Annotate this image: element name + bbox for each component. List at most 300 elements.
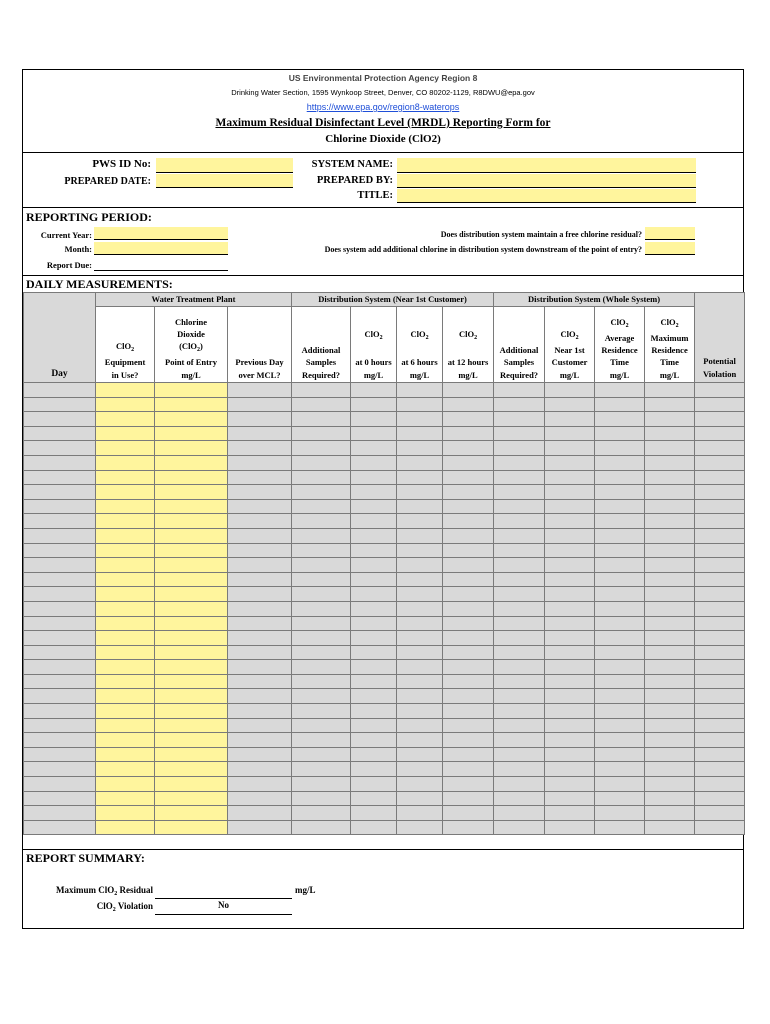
table-row [24,791,745,806]
cell-point-of-entry[interactable] [155,572,228,587]
cell-clo2-0h [351,820,397,835]
cell-clo2-6h [397,747,443,762]
col-h0-l1: ClO [364,328,380,339]
col-addl-l3: Required? [301,369,341,380]
cell-maximum-residence [645,733,695,748]
cell-previous-day [228,689,292,704]
group-header-row [24,293,745,307]
cell-previous-day [228,426,292,441]
cell-point-of-entry[interactable] [155,689,228,704]
cell-potential-violation [695,383,745,398]
cell-average-residence [595,528,645,543]
cell-point-of-entry[interactable] [155,587,228,602]
cell-near-1st-customer [545,704,595,719]
cell-clo2-0h [351,558,397,573]
cell-average-residence [595,383,645,398]
pws-id-label: PWS ID No: [92,158,151,170]
cell-additional-samples [292,499,351,514]
col-avg-unit: mg/L [609,369,630,380]
pws-id-field[interactable] [156,158,293,173]
cell-maximum-residence [645,412,695,427]
col-point-of-entry: Chlorine Dioxide (ClO$_2$) Point of Entry mg/L [155,307,228,383]
report-due-label: Report Due: [46,260,92,270]
cell-equipment[interactable] [96,543,155,558]
cell-clo2-6h [397,543,443,558]
cell-additional-samples [292,455,351,470]
table-row [24,587,745,602]
cell-equipment[interactable] [96,791,155,806]
cell-previous-day [228,645,292,660]
month-label: Month: [64,244,92,254]
cell-point-of-entry[interactable] [155,485,228,500]
col-poe-l1: Chlorine [174,316,208,327]
group-distribution-whole [494,293,695,307]
cell-near-1st-customer [545,543,595,558]
prepared-date-field[interactable] [156,174,293,188]
cell-equipment[interactable] [96,470,155,485]
cell-point-of-entry[interactable] [155,543,228,558]
cell-point-of-entry[interactable] [155,718,228,733]
cell-additional-samples-2 [494,383,545,398]
cell-potential-violation [695,397,745,412]
cell-previous-day [228,499,292,514]
cell-equipment[interactable] [96,572,155,587]
cell-average-residence [595,762,645,777]
cell-near-1st-customer [545,455,595,470]
cell-point-of-entry[interactable] [155,528,228,543]
cell-clo2-6h [397,485,443,500]
cell-clo2-0h [351,412,397,427]
cell-previous-day [228,383,292,398]
cell-additional-samples [292,470,351,485]
col-max-l1: ClO [660,316,676,327]
cell-equipment[interactable] [96,514,155,529]
cell-clo2-12h [443,704,494,719]
cell-additional-samples-2 [494,441,545,456]
max-residual-label: Maximum ClO$_2$ Residual [55,885,153,897]
table-row [24,572,745,587]
cell-additional-samples [292,777,351,792]
divider [23,849,743,850]
cell-additional-samples [292,601,351,616]
cell-point-of-entry[interactable] [155,397,228,412]
cell-clo2-12h [443,791,494,806]
col-additional-samples [292,307,351,383]
cell-additional-samples [292,747,351,762]
cell-equipment[interactable] [96,806,155,821]
cell-clo2-6h [397,441,443,456]
cell-clo2-0h [351,572,397,587]
region-link[interactable]: https://www.epa.gov/region8-waterops [306,102,460,112]
max-residual-unit: mg/L [295,885,316,895]
prepared-date-label: PREPARED DATE: [64,176,151,187]
cell-day [24,587,96,602]
cell-point-of-entry[interactable] [155,660,228,675]
table-row [24,645,745,660]
cell-clo2-6h [397,397,443,412]
cell-point-of-entry[interactable] [155,383,228,398]
cell-average-residence [595,455,645,470]
cell-potential-violation [695,412,745,427]
cell-equipment[interactable] [96,616,155,631]
violation-value: No [218,900,229,910]
cell-additional-samples-2 [494,543,545,558]
cell-additional-samples-2 [494,718,545,733]
cell-near-1st-customer [545,587,595,602]
cell-equipment[interactable] [96,660,155,675]
cell-maximum-residence [645,455,695,470]
cell-clo2-0h [351,660,397,675]
cell-additional-samples [292,558,351,573]
table-row [24,499,745,514]
group-water-treatment-plant [96,293,292,307]
cell-day [24,558,96,573]
cell-equipment[interactable] [96,455,155,470]
cell-point-of-entry[interactable] [155,762,228,777]
cell-day [24,820,96,835]
cell-maximum-residence [645,762,695,777]
cell-point-of-entry[interactable] [155,470,228,485]
cell-equipment[interactable] [96,528,155,543]
cell-point-of-entry[interactable] [155,733,228,748]
cell-clo2-12h [443,397,494,412]
cell-point-of-entry[interactable] [155,806,228,821]
cell-previous-day [228,660,292,675]
col-h6-unit: mg/L [409,369,430,380]
cell-clo2-12h [443,762,494,777]
report-summary-title: REPORT SUMMARY: [26,851,145,865]
cell-clo2-12h [443,631,494,646]
cell-clo2-12h [443,528,494,543]
cell-near-1st-customer [545,485,595,500]
cell-day [24,514,96,529]
prepared-by-label: PREPARED BY: [316,175,393,186]
cell-additional-samples-2 [494,777,545,792]
cell-previous-day [228,806,292,821]
cell-average-residence [595,397,645,412]
daily-measurements-title: DAILY MEASUREMENTS: [26,277,173,291]
cell-day [24,689,96,704]
cell-equipment[interactable] [96,587,155,602]
report-due-field[interactable] [94,257,228,271]
reporting-period-title: REPORTING PERIOD: [26,210,152,224]
col-h0-unit: mg/L [363,369,384,380]
cell-maximum-residence [645,616,695,631]
cell-clo2-0h [351,674,397,689]
table-row [24,747,745,762]
cell-clo2-0h [351,499,397,514]
cell-potential-violation [695,791,745,806]
cell-equipment[interactable] [96,674,155,689]
current-year-field[interactable] [94,227,228,240]
cell-average-residence [595,485,645,500]
form-subtitle-text: Chlorine Dioxide (ClO2) [325,133,441,145]
cell-average-residence [595,572,645,587]
col-h12-l1: ClO [458,328,475,339]
cell-point-of-entry[interactable] [155,820,228,835]
cell-additional-samples-2 [494,528,545,543]
col-equip-l1: ClO [115,341,132,352]
cell-near-1st-customer [545,383,595,398]
additional-chlorine-field[interactable] [645,242,695,255]
cell-additional-samples-2 [494,499,545,514]
cell-potential-violation [695,426,745,441]
cell-additional-samples-2 [494,806,545,821]
cell-clo2-6h [397,791,443,806]
cell-clo2-0h [351,733,397,748]
system-name-field[interactable] [397,158,696,173]
free-chlorine-question: Does distribution system maintain a free chlorine residual? [440,230,642,239]
cell-maximum-residence [645,820,695,835]
cell-day [24,806,96,821]
cell-additional-samples-2 [494,820,545,835]
cell-average-residence [595,543,645,558]
month-field[interactable] [94,242,228,255]
cell-average-residence [595,499,645,514]
cell-equipment[interactable] [96,645,155,660]
cell-average-residence [595,412,645,427]
cell-previous-day [228,558,292,573]
cell-previous-day [228,631,292,646]
cell-average-residence [595,660,645,675]
cell-point-of-entry[interactable] [155,412,228,427]
table-row [24,718,745,733]
col-clo2-0-hours: ClO$_2$ at 0 hours mg/L [351,307,397,383]
cell-day [24,528,96,543]
cell-point-of-entry[interactable] [155,631,228,646]
cell-additional-samples [292,806,351,821]
cell-equipment[interactable] [96,631,155,646]
col-poe-l4: Point of Entry [165,357,217,368]
cell-point-of-entry[interactable] [155,455,228,470]
cell-average-residence [595,558,645,573]
cell-clo2-12h [443,426,494,441]
cell-previous-day [228,601,292,616]
cell-equipment[interactable] [96,383,155,398]
cell-average-residence [595,777,645,792]
table-row [24,631,745,646]
max-residual-label-suffix: Residual [117,885,153,895]
cell-additional-samples-2 [494,704,545,719]
cell-clo2-12h [443,499,494,514]
cell-clo2-6h [397,601,443,616]
cell-maximum-residence [645,426,695,441]
cell-day [24,383,96,398]
cell-potential-violation [695,485,745,500]
table-row [24,470,745,485]
cell-point-of-entry[interactable] [155,704,228,719]
agency-name: US Environmental Protection Agency Region 8 [288,73,478,83]
cell-potential-violation [695,528,745,543]
col-potential-violation [695,293,745,383]
free-chlorine-field[interactable] [645,227,695,240]
cell-previous-day [228,777,292,792]
violation-field[interactable] [155,900,292,915]
cell-equipment[interactable] [96,689,155,704]
cell-point-of-entry[interactable] [155,674,228,689]
cell-clo2-0h [351,470,397,485]
cell-clo2-0h [351,791,397,806]
cell-clo2-6h [397,762,443,777]
cell-maximum-residence [645,558,695,573]
cell-maximum-residence [645,806,695,821]
cell-average-residence [595,820,645,835]
system-name-label: SYSTEM NAME: [311,159,393,170]
cell-additional-samples [292,689,351,704]
cell-clo2-6h [397,689,443,704]
prepared-by-field[interactable] [397,174,696,188]
cell-clo2-6h [397,587,443,602]
cell-clo2-0h [351,485,397,500]
cell-equipment[interactable] [96,747,155,762]
cell-near-1st-customer [545,733,595,748]
table-row [24,762,745,777]
cell-potential-violation [695,499,745,514]
cell-clo2-12h [443,441,494,456]
cell-maximum-residence [645,777,695,792]
cell-average-residence [595,674,645,689]
cell-clo2-12h [443,485,494,500]
cell-additional-samples-2 [494,470,545,485]
cell-potential-violation [695,470,745,485]
cell-additional-samples-2 [494,791,545,806]
cell-equipment[interactable] [96,704,155,719]
divider [23,152,743,153]
cell-point-of-entry[interactable] [155,514,228,529]
cell-clo2-12h [443,718,494,733]
col-average-residence: ClO$_2$ Average Residence Time mg/L [595,307,645,383]
cell-equipment[interactable] [96,397,155,412]
cell-day [24,426,96,441]
table-row [24,674,745,689]
cell-point-of-entry[interactable] [155,441,228,456]
violation-label: ClO$_2$ Violation [96,901,153,913]
cell-point-of-entry[interactable] [155,791,228,806]
cell-point-of-entry[interactable] [155,616,228,631]
cell-additional-samples-2 [494,733,545,748]
cell-clo2-0h [351,601,397,616]
cell-day [24,660,96,675]
cell-point-of-entry[interactable] [155,747,228,762]
cell-day [24,777,96,792]
cell-previous-day [228,441,292,456]
cell-near-1st-customer [545,660,595,675]
cell-equipment[interactable] [96,499,155,514]
cell-equipment[interactable] [96,426,155,441]
cell-near-1st-customer [545,558,595,573]
cell-previous-day [228,514,292,529]
cell-clo2-12h [443,587,494,602]
cell-additional-samples [292,426,351,441]
cell-previous-day [228,733,292,748]
cell-potential-violation [695,806,745,821]
cell-clo2-12h [443,572,494,587]
cell-additional-samples-2 [494,689,545,704]
cell-additional-samples-2 [494,397,545,412]
cell-previous-day [228,572,292,587]
cell-clo2-0h [351,397,397,412]
cell-additional-samples-2 [494,631,545,646]
cell-clo2-0h [351,426,397,441]
cell-day [24,645,96,660]
cell-additional-samples [292,645,351,660]
cell-equipment[interactable] [96,733,155,748]
cell-previous-day [228,791,292,806]
cell-average-residence [595,704,645,719]
cell-additional-samples [292,485,351,500]
cell-equipment[interactable] [96,441,155,456]
max-residual-field[interactable] [155,884,292,899]
cell-potential-violation [695,587,745,602]
cell-additional-samples [292,572,351,587]
cell-clo2-0h [351,689,397,704]
cell-additional-samples-2 [494,455,545,470]
table-row [24,397,745,412]
cell-point-of-entry[interactable] [155,558,228,573]
cell-clo2-0h [351,747,397,762]
table-row [24,704,745,719]
cell-point-of-entry[interactable] [155,777,228,792]
col-near-1st-customer: ClO$_2$ Near 1st Customer mg/L [545,307,595,383]
cell-point-of-entry[interactable] [155,426,228,441]
col-day-text: Day [51,368,68,379]
cell-equipment[interactable] [96,412,155,427]
cell-potential-violation [695,601,745,616]
cell-clo2-12h [443,660,494,675]
col-max-l3: Residence [651,345,688,356]
cell-additional-samples [292,616,351,631]
col-addl-l1: Additional [301,345,341,356]
cell-additional-samples [292,397,351,412]
col-poe-l3: (ClO [179,341,198,352]
cell-previous-day [228,704,292,719]
cell-near-1st-customer [545,572,595,587]
cell-equipment[interactable] [96,558,155,573]
cell-clo2-0h [351,528,397,543]
cell-clo2-12h [443,514,494,529]
cell-equipment[interactable] [96,485,155,500]
cell-previous-day [228,485,292,500]
cell-additional-samples-2 [494,426,545,441]
cell-previous-day [228,528,292,543]
cell-day [24,572,96,587]
cell-equipment[interactable] [96,601,155,616]
cell-additional-samples [292,412,351,427]
cell-point-of-entry[interactable] [155,499,228,514]
cell-equipment[interactable] [96,820,155,835]
cell-clo2-12h [443,616,494,631]
title-field[interactable] [397,189,696,203]
cell-potential-violation [695,747,745,762]
cell-point-of-entry[interactable] [155,601,228,616]
cell-point-of-entry[interactable] [155,645,228,660]
cell-equipment[interactable] [96,777,155,792]
cell-clo2-6h [397,412,443,427]
table-row [24,543,745,558]
cell-clo2-6h [397,806,443,821]
cell-additional-samples [292,733,351,748]
cell-potential-violation [695,674,745,689]
cell-average-residence [595,514,645,529]
cell-clo2-12h [443,412,494,427]
cell-equipment[interactable] [96,718,155,733]
cell-equipment[interactable] [96,762,155,777]
cell-clo2-6h [397,558,443,573]
cell-clo2-6h [397,616,443,631]
col-h6-l1: ClO [410,328,426,339]
cell-average-residence [595,587,645,602]
cell-average-residence [595,616,645,631]
